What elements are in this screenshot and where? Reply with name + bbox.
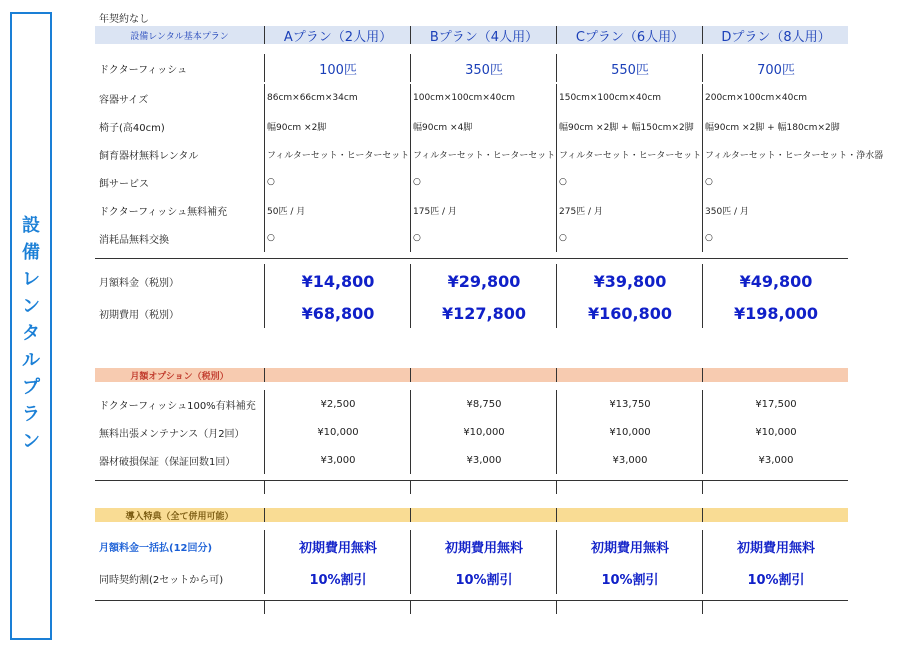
fish-count: 350匹	[410, 54, 557, 82]
table-cell: ¥10,000	[702, 418, 849, 446]
row-label: 月額料金一括払(12回分)	[99, 542, 213, 554]
table-cell: ¥8,750	[410, 390, 557, 418]
initial-price: ¥68,800	[264, 298, 411, 328]
monthly-price: ¥39,800	[556, 264, 703, 298]
table-cell: ¥2,500	[264, 390, 411, 418]
initial-price: ¥160,800	[556, 298, 703, 328]
table-cell: ¥10,000	[410, 418, 557, 446]
table-cell: フィルターセット・ヒーターセット	[410, 140, 556, 168]
row-label: 餌サービス	[99, 178, 149, 190]
table-cell: ○	[556, 168, 702, 196]
table-cell: 幅90cm ×2脚 + 幅150cm×2脚	[556, 112, 702, 140]
spacer-row	[95, 480, 848, 494]
table-cell: ○	[702, 168, 848, 196]
table-cell: 幅90cm ×2脚	[264, 112, 410, 140]
benefits-header-row	[95, 508, 848, 522]
benefit-cell: 初期費用無料	[410, 530, 557, 562]
header-label: 設備レンタル基本プラン	[130, 31, 229, 42]
monthly-price: ¥29,800	[410, 264, 557, 298]
benefit-cell: 10%割引	[556, 562, 703, 594]
table-row	[95, 54, 848, 82]
row-label: ドクターフィッシュ無料補充	[99, 206, 228, 218]
table-cell: 200cm×100cm×40cm	[702, 84, 848, 112]
options-label: 月額オプション（税別）	[130, 371, 229, 382]
row-label: 容器サイズ	[99, 94, 149, 106]
row-label: 飼育器材無料レンタル	[99, 150, 199, 162]
table-cell: 86cm×66cm×34cm	[264, 84, 410, 112]
row-label: 同時契約割(2セットから可)	[99, 574, 224, 586]
benefit-cell: 10%割引	[410, 562, 557, 594]
table-row	[95, 446, 848, 474]
row-label: 椅子(高40cm)	[99, 122, 165, 134]
options-header-row	[95, 368, 848, 382]
table-cell: 50匹 / 月	[264, 196, 410, 224]
row-label: ドクターフィッシュ	[99, 64, 188, 76]
table-cell: ○	[264, 168, 410, 196]
table-cell: フィルターセット・ヒーターセット	[556, 140, 702, 168]
table-cell: ○	[410, 224, 556, 252]
benefit-cell: 初期費用無料	[264, 530, 411, 562]
table-row	[95, 418, 848, 446]
table-row	[95, 168, 848, 196]
plan-header-row	[95, 26, 848, 44]
contract-note: 年契約なし	[99, 14, 149, 25]
table-row	[95, 530, 848, 562]
table-cell: 幅90cm ×2脚 + 幅180cm×2脚	[702, 112, 848, 140]
benefit-cell: 初期費用無料	[702, 530, 849, 562]
table-cell: ¥3,000	[556, 446, 703, 474]
benefit-cell: 10%割引	[264, 562, 411, 594]
row-label: 初期費用（税別）	[99, 309, 179, 321]
table-cell: ○	[264, 224, 410, 252]
table-cell: ¥17,500	[702, 390, 849, 418]
table-row	[95, 390, 848, 418]
plan-b-header: Bプラン（4人用）	[410, 26, 557, 44]
fish-count: 550匹	[556, 54, 703, 82]
fish-count: 700匹	[702, 54, 849, 82]
side-title-box	[10, 12, 52, 640]
spacer-row	[95, 600, 848, 614]
table-cell: ○	[410, 168, 556, 196]
side-title: 設 備 レ ン タ ル プ ラ ン	[22, 215, 40, 452]
row-label: ドクターフィッシュ100%有料補充	[99, 400, 256, 412]
table-row	[95, 84, 848, 112]
table-cell: ¥13,750	[556, 390, 703, 418]
divider	[95, 258, 848, 259]
table-cell: 150cm×100cm×40cm	[556, 84, 702, 112]
table-row	[95, 196, 848, 224]
table-cell: ¥10,000	[264, 418, 411, 446]
initial-price: ¥127,800	[410, 298, 557, 328]
table-cell: ¥3,000	[264, 446, 411, 474]
plan-d-header: Dプラン（8人用）	[702, 26, 849, 44]
plan-c-header: Cプラン（6人用）	[556, 26, 703, 44]
plan-a-header: Aプラン（2人用）	[264, 26, 411, 44]
monthly-price: ¥14,800	[264, 264, 411, 298]
table-cell: 幅90cm ×4脚	[410, 112, 556, 140]
table-row	[95, 140, 884, 168]
table-row	[95, 562, 848, 594]
table-row	[95, 112, 848, 140]
benefits-label: 導入特典（全て併用可能）	[125, 511, 234, 522]
price-row	[95, 264, 848, 298]
table-cell: 100cm×100cm×40cm	[410, 84, 556, 112]
table-cell: ¥3,000	[410, 446, 557, 474]
table-cell: ¥10,000	[556, 418, 703, 446]
table-cell: 350匹 / 月	[702, 196, 848, 224]
row-label: 月額料金（税別）	[99, 277, 179, 289]
table-cell: ○	[702, 224, 848, 252]
table-cell: ○	[556, 224, 702, 252]
table-row	[95, 224, 848, 252]
table-cell: フィルターセット・ヒーターセット	[264, 140, 410, 168]
table-cell: ¥3,000	[702, 446, 849, 474]
row-label: 器材破損保証（保証回数1回）	[99, 456, 236, 468]
table-cell: 275匹 / 月	[556, 196, 702, 224]
initial-price: ¥198,000	[702, 298, 849, 328]
benefit-cell: 初期費用無料	[556, 530, 703, 562]
row-label: 消耗品無料交換	[99, 234, 169, 246]
table-cell: フィルターセット・ヒーターセット・浄水器	[702, 140, 848, 168]
fish-count: 100匹	[264, 54, 411, 82]
row-label: 無料出張メンテナンス（月2回）	[99, 428, 245, 440]
benefit-cell: 10%割引	[702, 562, 849, 594]
monthly-price: ¥49,800	[702, 264, 849, 298]
table-cell: 175匹 / 月	[410, 196, 556, 224]
price-row	[95, 298, 848, 328]
